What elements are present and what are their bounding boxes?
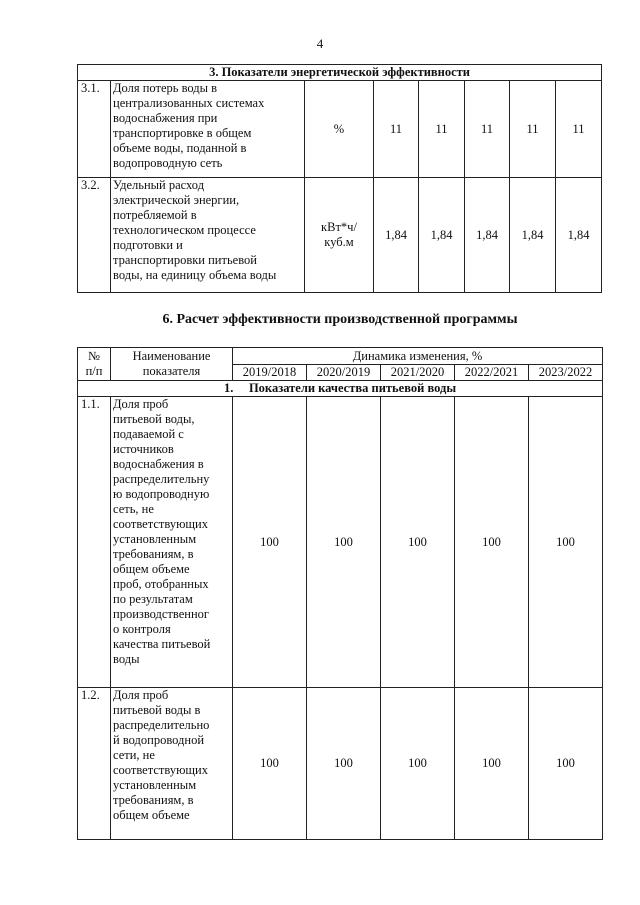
value-cell: 1,84 <box>374 178 419 293</box>
value-cell: 100 <box>307 397 381 688</box>
header-line: показателя <box>142 364 201 378</box>
text-line: питьевой воды в <box>113 703 201 717</box>
text-line: подаваемой с <box>113 427 184 441</box>
section-heading: 6. Расчет эффективности производственной программы <box>162 312 518 327</box>
value-cell: 100 <box>233 688 307 840</box>
page-number: 4 <box>316 36 324 51</box>
text-line: Доля проб <box>113 397 169 411</box>
row-number: 3.2. <box>78 178 111 293</box>
text-line: ю водопроводную <box>113 487 210 501</box>
year-header: 2021/2020 <box>381 365 455 381</box>
text-line: источников <box>113 442 174 456</box>
year-header: 2020/2019 <box>307 365 381 381</box>
text-line: транспортировке в общем <box>113 126 252 140</box>
indicator-name <box>111 81 305 178</box>
text-line: распределительну <box>113 472 210 486</box>
text-line: общем объеме <box>113 562 190 576</box>
text-line: Удельный расход <box>113 178 205 192</box>
year-header: 2023/2022 <box>529 365 603 381</box>
unit-cell: % <box>305 81 374 178</box>
energy-efficiency-table <box>77 64 602 293</box>
section-title-text: Показатели качества питьевой воды <box>248 381 457 395</box>
text-line: технологическом процессе <box>113 223 256 237</box>
section-title <box>78 381 603 397</box>
dynamics-header: Динамика изменения, % <box>233 348 603 365</box>
text-line: Доля потерь воды в <box>113 81 218 95</box>
text-line: о контроля <box>113 622 171 636</box>
text-line: транспортировки питьевой <box>113 253 257 267</box>
section-title: 3. Показатели энергетической эффективности <box>78 65 602 81</box>
value-cell: 11 <box>510 81 556 178</box>
text-line: й водопроводной <box>113 733 205 747</box>
text-line: воды <box>113 652 140 666</box>
text-line: по результатам <box>113 592 193 606</box>
value-cell: 100 <box>455 688 529 840</box>
value-cell: 1,84 <box>510 178 556 293</box>
header-line: Наименование <box>132 349 211 363</box>
year-header: 2019/2018 <box>233 365 307 381</box>
text-line: установленным <box>113 532 197 546</box>
row-number: 1.2. <box>78 688 111 840</box>
unit-line: куб.м <box>324 235 354 249</box>
indicator-name <box>111 397 233 688</box>
col-name-header <box>111 348 233 381</box>
header-line: № <box>88 349 100 363</box>
text-line: Доля проб <box>113 688 169 702</box>
indicator-name <box>111 688 233 840</box>
text-line: проб, отобранных <box>113 577 209 591</box>
value-cell: 100 <box>529 397 603 688</box>
text-line: объеме воды, поданной в <box>113 141 247 155</box>
text-line: соответствующих <box>113 517 208 531</box>
value-cell: 1,84 <box>465 178 510 293</box>
year-header: 2022/2021 <box>455 365 529 381</box>
value-cell: 100 <box>455 397 529 688</box>
section-number: 1. <box>223 381 234 395</box>
value-cell: 100 <box>233 397 307 688</box>
text-line: сети, не <box>113 748 155 762</box>
text-line: установленным <box>113 778 197 792</box>
text-line: питьевой воды, <box>113 412 195 426</box>
text-line: подготовки и <box>113 238 183 252</box>
unit-cell <box>305 178 374 293</box>
text-line: воды, на единицу объема воды <box>113 268 277 282</box>
text-line: производственног <box>113 607 210 621</box>
value-cell: 100 <box>307 688 381 840</box>
value-cell: 11 <box>465 81 510 178</box>
value-cell: 100 <box>381 397 455 688</box>
text-line: водопроводную сеть <box>113 156 223 170</box>
text-line: общем объеме <box>113 808 190 822</box>
text-line: требованиям, в <box>113 793 194 807</box>
text-line: соответствующих <box>113 763 208 777</box>
value-cell: 11 <box>419 81 465 178</box>
row-number: 3.1. <box>78 81 111 178</box>
row-number: 1.1. <box>78 397 111 688</box>
indicator-name <box>111 178 305 293</box>
text-line: сеть, не <box>113 502 154 516</box>
program-efficiency-table <box>77 347 603 840</box>
text-line: качества питьевой <box>113 637 211 651</box>
text-line: потребляемой в <box>113 208 197 222</box>
unit-line: кВт*ч/ <box>321 220 357 234</box>
col-number-header <box>78 348 111 381</box>
text-line: водоснабжения в <box>113 457 204 471</box>
text-line: централизованных системах <box>113 96 265 110</box>
value-cell: 1,84 <box>419 178 465 293</box>
text-line: электрической энергии, <box>113 193 240 207</box>
text-line: требованиям, в <box>113 547 194 561</box>
value-cell: 11 <box>556 81 602 178</box>
value-cell: 100 <box>529 688 603 840</box>
value-cell: 11 <box>374 81 419 178</box>
text-line: водоснабжения при <box>113 111 218 125</box>
value-cell: 100 <box>381 688 455 840</box>
header-line: п/п <box>85 364 103 378</box>
text-line: распределительно <box>113 718 210 732</box>
value-cell: 1,84 <box>556 178 602 293</box>
